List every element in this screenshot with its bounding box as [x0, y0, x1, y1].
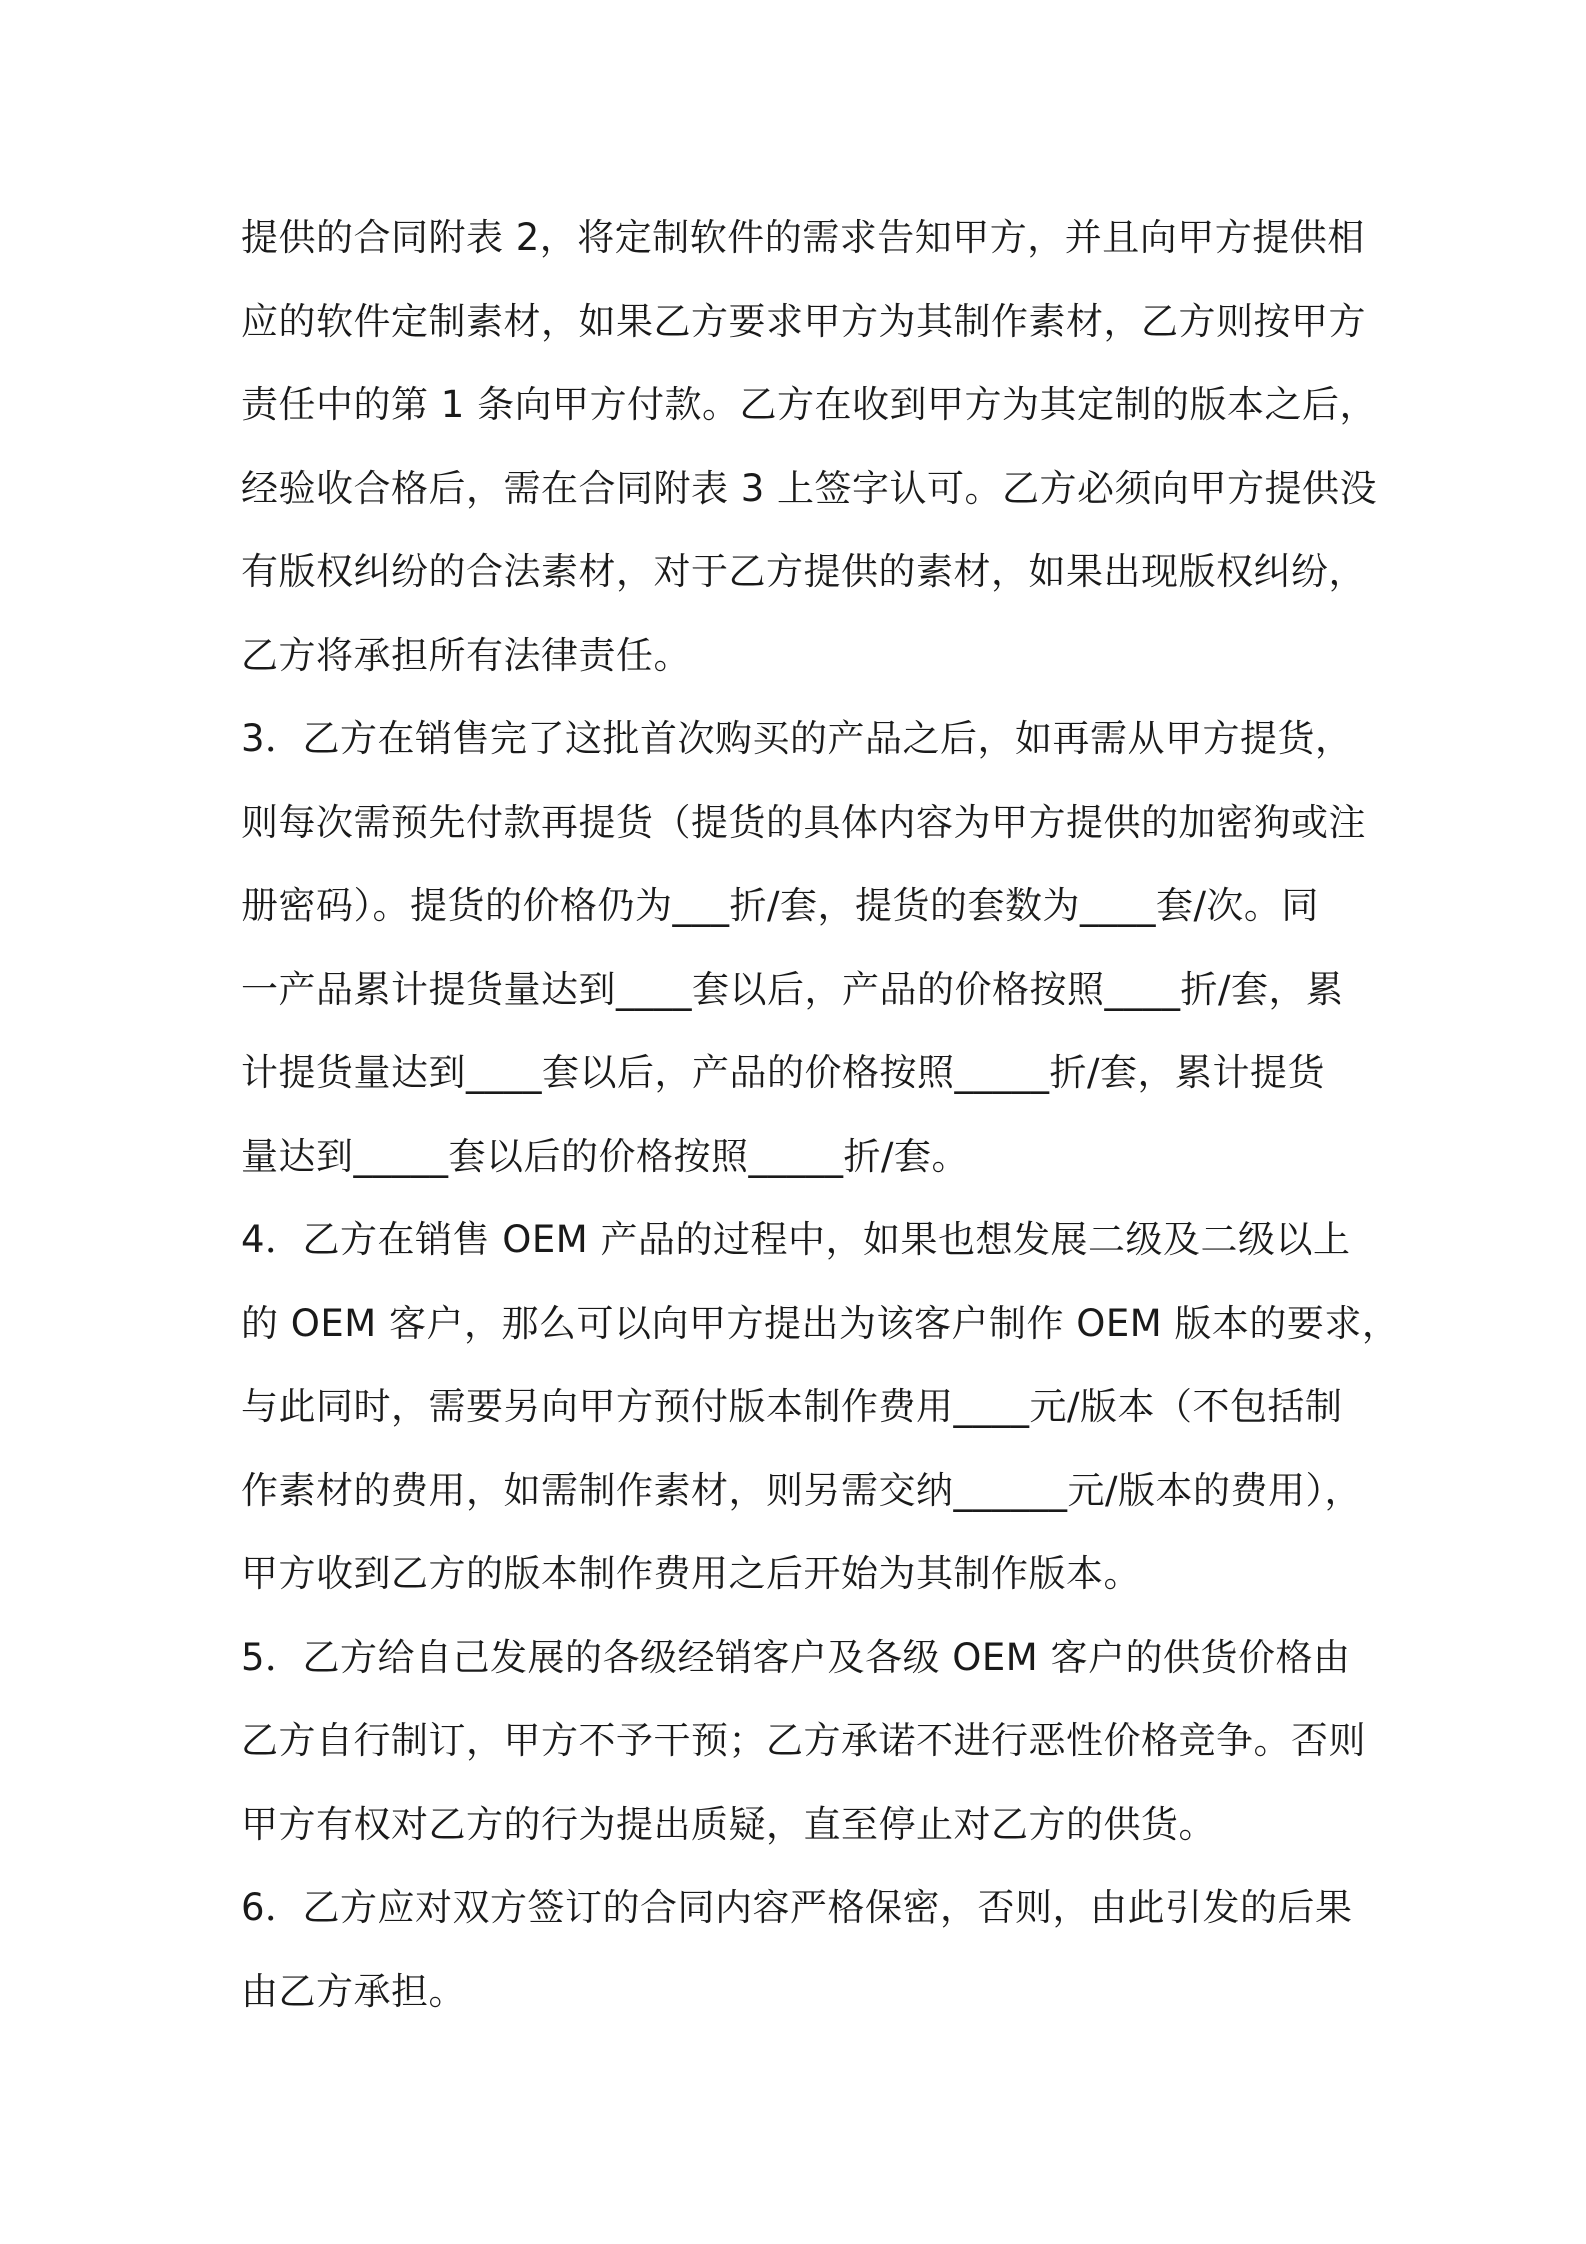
text-line: 提供的合同附表 2，将定制软件的需求告知甲方，并且向甲方提供相	[241, 216, 1365, 259]
text-line: 由乙方承担。	[241, 1969, 466, 2013]
text-line: 则每次需预先付款再提货（提货的具体内容为甲方提供的加密狗或注	[241, 800, 1366, 844]
text-line: 甲方有权对乙方的行为提出质疑，直至停止对乙方的供货。	[241, 1802, 1216, 1846]
text-line: 作素材的费用，如需制作素材，则另需交纳______元/版本的费用），	[241, 1468, 1362, 1512]
text-line: 乙方自行制订，甲方不予干预；乙方承诺不进行恶性价格竞争。否则	[241, 1719, 1366, 1762]
text-line: 量达到_____套以后的价格按照_____折/套。	[241, 1134, 969, 1178]
text-line: 甲方收到乙方的版本制作费用之后开始为其制作版本。	[241, 1552, 1141, 1595]
clause-3-line: 3．乙方在销售完了这批首次购买的产品之后，如再需从甲方提货，	[241, 717, 1353, 760]
text-line: 乙方将承担所有法律责任。	[241, 633, 691, 677]
text-line: 责任中的第 1 条向甲方付款。乙方在收到甲方为其定制的版本之后，	[241, 383, 1378, 426]
text-line: 计提货量达到____套以后，产品的价格按照_____折/套，累计提货	[241, 1051, 1325, 1094]
text-line: 有版权纠纷的合法素材，对于乙方提供的素材，如果出现版权纠纷，	[241, 550, 1366, 593]
text-line: 与此同时，需要另向甲方预付版本制作费用____元/版本（不包括制	[241, 1385, 1343, 1428]
text-line: 一产品累计提货量达到____套以后，产品的价格按照____折/套，累	[241, 967, 1344, 1011]
clause-6-line: 6．乙方应对双方签订的合同内容严格保密，否则，由此引发的后果	[241, 1886, 1353, 1929]
text-line: 册密码）。提货的价格仍为___折/套，提货的套数为____套/次。同	[241, 884, 1319, 927]
clause-4-line: 4．乙方在销售 OEM 产品的过程中，如果也想发展二级及二级以上	[241, 1218, 1351, 1261]
text-line: 的 OEM 客户，那么可以向甲方提出为该客户制作 OEM 版本的要求，	[241, 1301, 1400, 1345]
text-line: 应的软件定制素材，如果乙方要求甲方为其制作素材，乙方则按甲方	[241, 299, 1366, 343]
text-line: 经验收合格后，需在合同附表 3 上签字认可。乙方必须向甲方提供没	[241, 466, 1378, 510]
contract-body-text	[241, 196, 1400, 2033]
clause-5-line: 5．乙方给自己发展的各级经销客户及各级 OEM 客户的供货价格由	[241, 1635, 1351, 1679]
